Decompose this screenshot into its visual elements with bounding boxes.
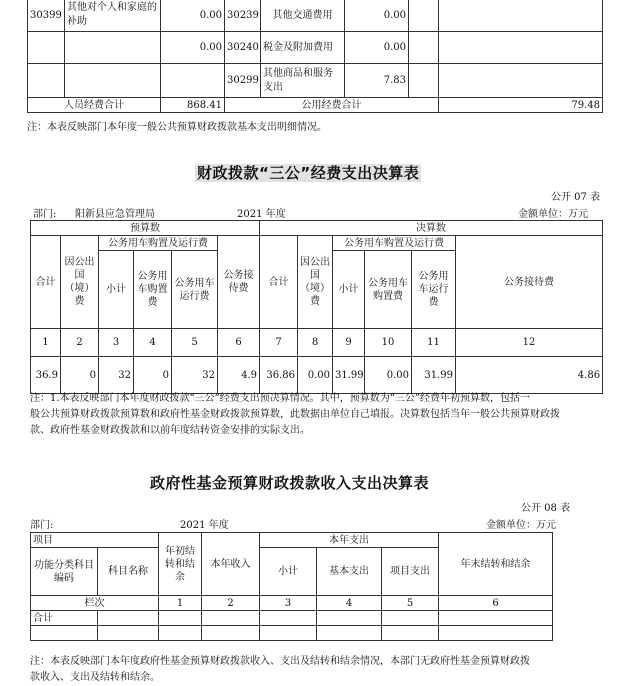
- table-cell: [31, 626, 98, 641]
- col-number: 12: [456, 329, 603, 357]
- total-row: [31, 611, 553, 626]
- value-cell: 4.9: [218, 357, 260, 394]
- subtotal-header: 小计: [333, 251, 365, 329]
- form-number: 公开 07 表: [551, 192, 601, 203]
- table-cell: [439, 64, 603, 98]
- col-number: 4: [134, 329, 172, 357]
- table-row: [28, 64, 603, 98]
- table-total-row: [28, 98, 603, 113]
- expense-header: 本年支出: [260, 533, 439, 548]
- table-cell: [317, 626, 382, 641]
- col-number: 2: [61, 329, 99, 357]
- table-cell: [439, 611, 553, 626]
- end-balance-header: 年末结转和结余: [439, 533, 553, 596]
- table-cell: 0.00: [345, 0, 409, 32]
- table-cell: 其他交通费用: [261, 0, 345, 32]
- col-number: 6: [218, 329, 260, 357]
- total-personnel-value: 868.41: [161, 98, 225, 113]
- table-cell: [382, 611, 439, 626]
- item-header: 项目: [31, 533, 159, 548]
- table-row: [31, 626, 553, 641]
- report-year: 2021 年度: [180, 520, 229, 531]
- table-row: [28, 32, 603, 64]
- amount-unit: 金额单位：万元: [486, 520, 556, 531]
- note-fund: 注：本表反映部门本年度政府性基金预算财政拨款收入、支出及结转和结余情况，本部门无政府性基金预算财政拨 款收入、支出及结转和结余。: [30, 656, 530, 683]
- value-cell: 31.99: [412, 357, 456, 394]
- table-cell: 其他对个人和家庭的补助: [65, 0, 161, 32]
- value-cell: 36.9: [31, 357, 61, 394]
- col-number: 9: [333, 329, 365, 357]
- table-cell: [260, 611, 317, 626]
- col-number: 2: [202, 596, 260, 611]
- vehicle-header: 公务用车购置及运行费: [99, 236, 218, 251]
- column-number-row: [31, 596, 553, 611]
- table-cell: [439, 0, 603, 32]
- col-number: 3: [260, 596, 317, 611]
- sangong-title: 财政拨款“三公”经费支出决算表: [197, 164, 420, 182]
- amount-unit: 金额单位：万元: [518, 209, 588, 220]
- table-cell: [98, 611, 159, 626]
- running-header: 公务用车运行费: [412, 251, 456, 329]
- abroad-header: 因公出国（境）费: [298, 236, 333, 329]
- table-header-row: [31, 236, 603, 251]
- total-public-value: 79.48: [439, 98, 603, 113]
- table-cell: [409, 32, 439, 64]
- purchase-header: 公务用车购置费: [365, 251, 412, 329]
- table-cell: [439, 626, 553, 641]
- value-row: [31, 357, 603, 394]
- table-cell: [159, 611, 202, 626]
- col-number: 10: [365, 329, 412, 357]
- table-cell: [65, 64, 161, 98]
- table-cell: 7.83: [345, 64, 409, 98]
- vehicle-header: 公务用车购置及运行费: [333, 236, 456, 251]
- table-cell: [202, 611, 260, 626]
- basic-expense-table: [27, 0, 603, 113]
- col-number: 7: [260, 329, 298, 357]
- total-label: 合计: [31, 611, 98, 626]
- table-cell: 0.00: [161, 32, 225, 64]
- col-number: 1: [159, 596, 202, 611]
- fund-title: 政府性基金预算财政拨款收入支出决算表: [150, 474, 430, 492]
- table-cell: 其他商品和服务支出: [261, 64, 345, 98]
- total-header: 合计: [260, 236, 298, 329]
- name-header: 科目名称: [98, 548, 159, 596]
- form-number: 公开 08 表: [521, 503, 571, 514]
- begin-balance-header: 年初结转和结余: [159, 533, 202, 596]
- table-header-row: [31, 221, 603, 236]
- running-header: 公务用车运行费: [172, 251, 218, 329]
- project-header: 项目支出: [382, 548, 439, 596]
- basic-header: 基本支出: [317, 548, 382, 596]
- col-number: 5: [172, 329, 218, 357]
- value-cell: 36.86: [260, 357, 298, 394]
- col-number: 11: [412, 329, 456, 357]
- table-cell: 30399: [28, 0, 65, 32]
- reception-header: 公务接待费: [218, 236, 260, 329]
- value-cell: 32: [172, 357, 218, 394]
- table-cell: [159, 626, 202, 641]
- income-header: 本年收入: [202, 533, 260, 596]
- col-number: 5: [382, 596, 439, 611]
- table-header-row: [31, 533, 553, 548]
- code-header: 功能分类科目编码: [31, 548, 98, 596]
- column-number-row: [31, 329, 603, 357]
- note-basic-expense: 注：本表反映部门本年度一般公共预算财政拨款基本支出明细情况。: [27, 122, 327, 133]
- sangong-table: [30, 220, 603, 394]
- value-cell: 0.00: [365, 357, 412, 394]
- fund-table: [30, 532, 553, 641]
- value-cell: 32: [99, 357, 134, 394]
- table-cell: [28, 64, 65, 98]
- total-public-label: 公用经费合计: [225, 98, 439, 113]
- value-cell: 0: [61, 357, 99, 394]
- note-sangong: 注：1.本表反映部门本年度财政拨款“三公”经费支出预决算情况。其中，预算数为“三公”经费年初预算数，包括一 般公共预算财政拨款预算数和政府性基金财政拨款预算数，此数据由单位自己填报。决算数包括当年一般公共预算财政拨 款、政府性基金财政拨款和以前年度结转资金安排的实际支出。: [30, 393, 560, 436]
- table-row: [28, 0, 603, 32]
- table-cell: 30299: [225, 64, 261, 98]
- table-cell: [98, 626, 159, 641]
- col-number: 1: [31, 329, 61, 357]
- reception-header: 公务接待费: [456, 236, 603, 329]
- purchase-header: 公务用车购置费: [134, 251, 172, 329]
- table-cell: [382, 626, 439, 641]
- table-cell: [202, 626, 260, 641]
- col-number: 3: [99, 329, 134, 357]
- value-cell: 31.99: [333, 357, 365, 394]
- col-number: 6: [439, 596, 553, 611]
- table-cell: [409, 64, 439, 98]
- value-cell: 0.00: [298, 357, 333, 394]
- total-header: 合计: [31, 236, 61, 329]
- table-cell: 0.00: [345, 32, 409, 64]
- value-cell: 0: [134, 357, 172, 394]
- table-cell: [28, 32, 65, 64]
- table-cell: [439, 32, 603, 64]
- table-cell: [260, 626, 317, 641]
- value-cell: 4.86: [456, 357, 603, 394]
- lanci-label: 栏次: [31, 596, 159, 611]
- total-personnel-label: 人员经费合计: [28, 98, 161, 113]
- table-cell: [65, 32, 161, 64]
- abroad-header: 因公出国（境）费: [61, 236, 99, 329]
- dept-name: 阳新县应急管理局: [75, 209, 155, 220]
- table-cell: 0.00: [161, 0, 225, 32]
- budget-header: 预算数: [31, 221, 260, 236]
- subtotal-header: 小计: [99, 251, 134, 329]
- col-number: 8: [298, 329, 333, 357]
- final-header: 决算数: [260, 221, 603, 236]
- subtotal-header: 小计: [260, 548, 317, 596]
- table-cell: 税金及附加费用: [261, 32, 345, 64]
- table-cell: 30239: [225, 0, 261, 32]
- table-cell: [161, 64, 225, 98]
- report-year: 2021 年度: [237, 209, 286, 220]
- table-cell: [409, 0, 439, 32]
- dept-label: 部门:: [33, 209, 57, 220]
- col-number: 4: [317, 596, 382, 611]
- table-cell: 30240: [225, 32, 261, 64]
- dept-label: 部门:: [30, 520, 54, 531]
- table-cell: [317, 611, 382, 626]
